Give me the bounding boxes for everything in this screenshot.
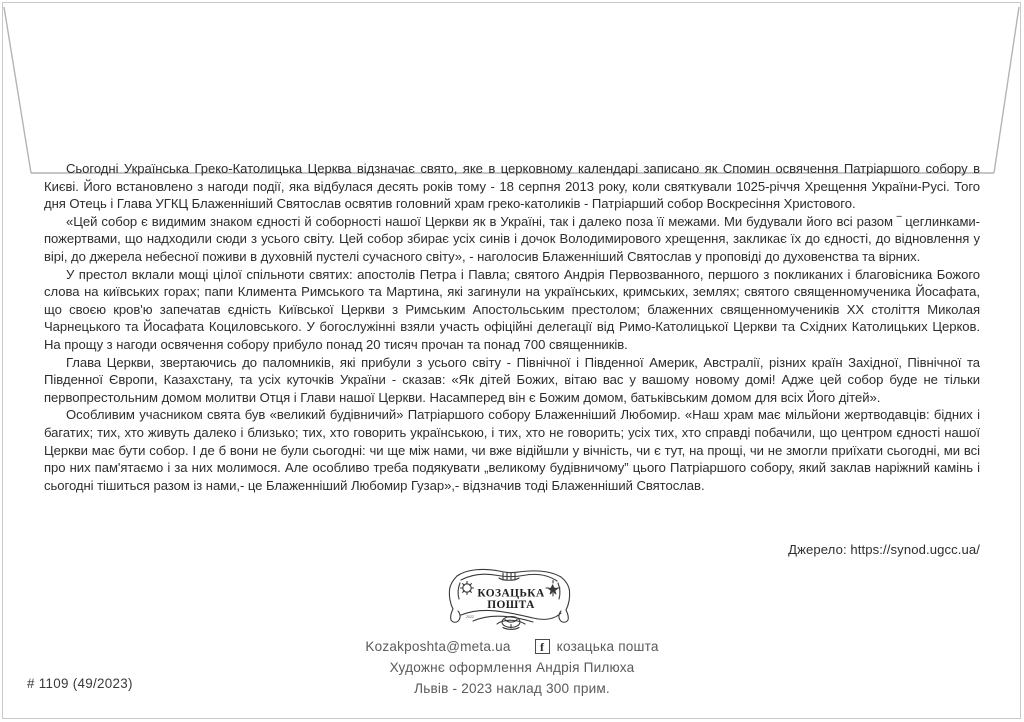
article-paragraph-1: Сьогодні Українська Греко-Католицька Церква відзначає свято, яке в церковному календарі записано як Спомин освячення Патріаршого собору в Києві. Його встановлено з нагоди події, яка відбулася десять років тому - 18 серпня 2013 року, коли святкували 1025-річчя Хрещення України-Русі. Того дня Отець і Глава УГКЦ Блаженніший Святослав освятив головний храм греко-католиків - Патріарший собор Воскресіння Христового.	[44, 161, 980, 212]
logo-year: 2022	[466, 615, 474, 619]
flap-right-fold-line	[994, 7, 1019, 173]
flap-left-fold-line	[4, 7, 31, 173]
footer-block	[0, 636, 1024, 699]
source-attribution: Джерело: https://synod.ugcc.ua/	[788, 542, 980, 557]
article-paragraph-4: Глава Церкви, звертаючись до паломників, які прибули з усього світу - Північної і Південної Америк, Австралії, різних країн Західної, Північної та Південної Європи, Казахстану, та усіх куточків України - сказав: «Як дітей Божих, вітаю вас у вашому новому домі! Адже цей собор буде не тільки первопрестольним домом молитви Отця і Глави нашої Церкви. Насамперед він є Божим домом, батьківським домом для всіх Його дітей».	[44, 354, 980, 405]
design-credit: Художнє оформлення Андрія Пилюха	[389, 660, 635, 675]
kozak-poshta-logo	[0, 566, 1024, 630]
kozak-poshta-emblem-icon	[437, 566, 587, 630]
facebook-f-icon: f	[535, 639, 550, 654]
facebook-page-name: козацька пошта	[556, 639, 659, 654]
footer-contact-row	[0, 636, 1024, 657]
email-address[interactable]: Kozakposhta@meta.ua	[365, 639, 511, 654]
issue-number: # 1109 (49/2023)	[27, 676, 133, 691]
article-paragraph-3: У престол вклали мощі цілої спільноти святих: апостолів Петра і Павла; святого Андрія Первозванного, першого з покликаних і благовісника Божого слова на київських горах; папи Климента Римського та Мартина, які загинули на українських, кримських, землях; святого священномученика Йосафата, що своєю кров'ю запечатав єдність Київської Церкви з Римським Апостольським престолом; блаженних священномучеників ХХ століття Миколая Чарнецького та Йосафата Коциловського. У богослужінні взяли участь офіційні делегації від Римо-Католицької Церкви та Східних Католицьких Церков. На прощу з нагоди освячення собору прибуло понад 20 тисяч прочан та понад 700 священників.	[44, 266, 980, 352]
facebook-link[interactable]	[535, 636, 659, 657]
article-body	[44, 160, 980, 494]
article-paragraph-2: «Цей собор є видимим знаком єдності й соборності нашої Церкви як в Україні, так і далеко поза її межами. Ми будували його всі разом ‾ цеглинками-пожертвами, що надходили сюди з усього світу. Цей собор збирає усіх синів і дочок Володимирового хрещення, закликає їх до єдності, до відновлення у вірі, до джерела небесної поживи в духовній пустелі сучасного світу», - наголосив Блаженніший Святослав у проповіді до духовенства та вірних.	[44, 213, 980, 264]
imprint-line: Львів - 2023 наклад 300 прим.	[414, 681, 610, 696]
logo-line-1: КОЗАЦЬКА	[477, 587, 545, 600]
article-paragraph-5: Особливим учасником свята був «великий будівничий» Патріаршого собору Блаженніший Любомир. «Наш храм має мільйони жертводавців: бідних і багатих; тих, хто живуть далеко і близько; тих, хто говорить українською, і тих, хто не говорить; усіх тих, хто справді побачили, що центром єдності нашої Церкви має бути собор. І де б вони не були сьогодні: чи ще між нами, чи вже відійшли у вічність, чи є тут, на прощі, чи не змогли приїхати сьогодні, ми всі про них пам'ятаємо і за них молимося. Але особливо треба подякувати „великому будівничому” цього Патріаршого собору, який заклав наріжний камінь і сьогодні тішиться разом із нами,- це Блаженніший Любомир Гузар»,- відзначив тоді Блаженніший Святослав.	[44, 407, 980, 493]
logo-line-2: ПОШТА	[487, 599, 535, 611]
